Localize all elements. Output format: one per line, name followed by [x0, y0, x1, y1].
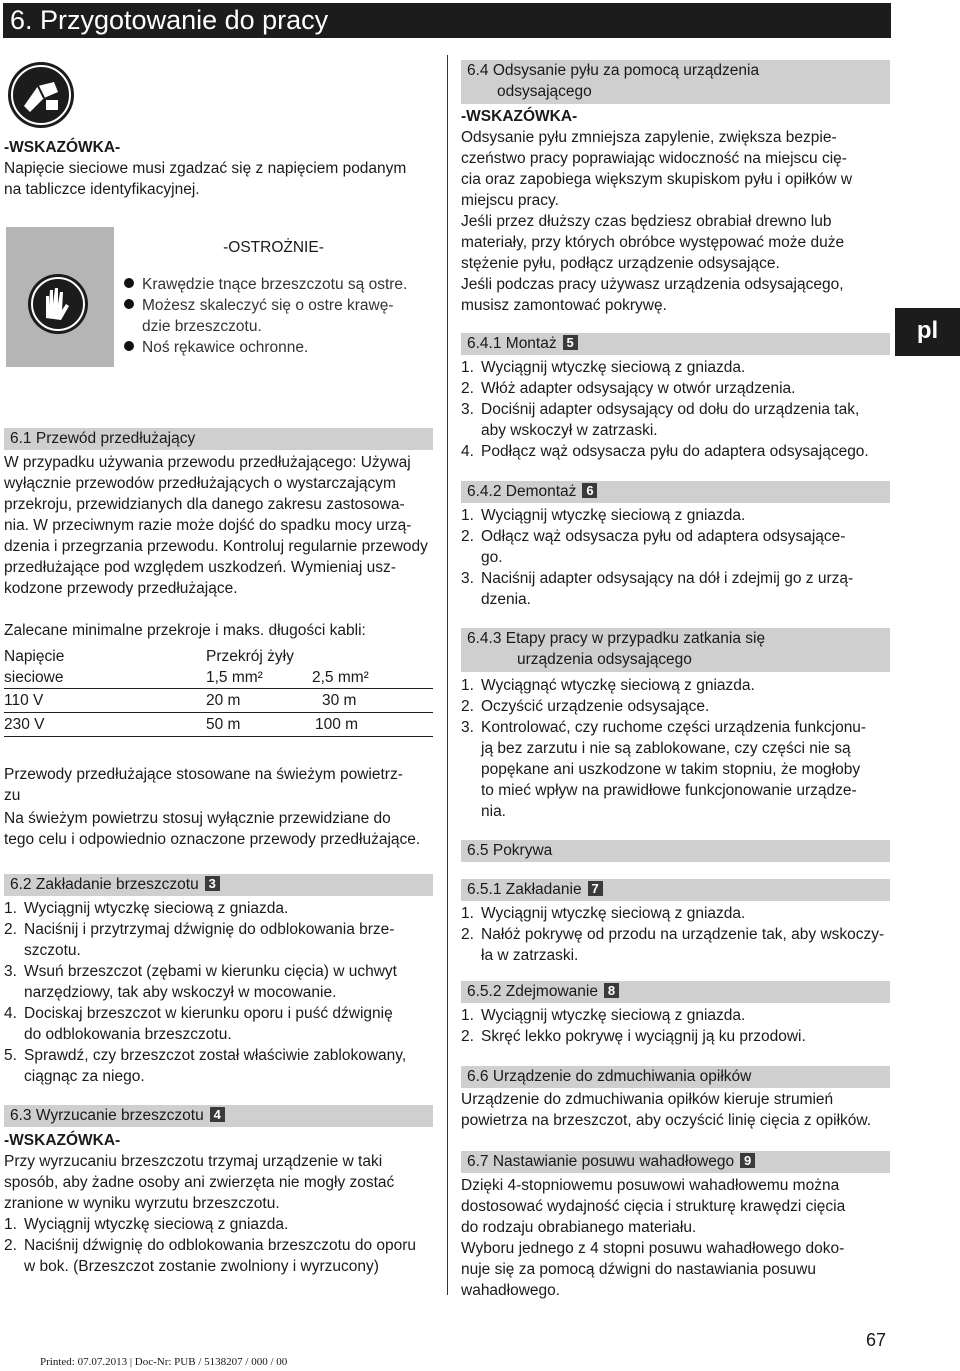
steps-6-4-2 [461, 505, 893, 610]
figure-ref: 5 [563, 335, 578, 350]
language-tab: pl [895, 308, 960, 356]
steps-6-4-3 [461, 675, 893, 822]
list-item: 2. Włóż adapter odsysający w otwór urządzenia. [461, 380, 796, 397]
list-item: 1. Wyciągnij wtyczkę sieciową z gniazda. [461, 905, 746, 922]
section-6-1-text: W przypadku używania przewodu przedłużającego: Używaj wyłącznie przewodów przedłużających o wystarczającym przekroju, przewidzianych dla danego zakresu zastosowa- nia. W przeciwnym razie może dojść do spadku mocy urzą- dzenia i przegrzania przewodu. Kontroluj regularnie przewody przedłużające pod względem uszkodzeń. Wymieniaj usz- kodzone przewody przedłużające. [4, 454, 428, 597]
outdoor-text: Na świeżym powietrzu stosuj wyłącznie przewidziane do tego celu i odpowiednio oznaczone przewody przedłużające. [4, 810, 421, 848]
section-6-7-text: Dzięki 4-stopniowemu posuwowi wahadłowemu można dostosować wydajność cięcia i strukturę krawędzi cięcia do rodzaju obrabianego materiału. Wyboru jednego z 4 stopni posuwu wahadłowego doko- nuje się za pomocą dźwigni do nastawiania posuwu wahadłowego. [461, 1177, 846, 1299]
section-heading-6-5: 6.5 Pokrywa [461, 840, 890, 862]
caution-item: Krawędzie tnące brzeszczotu są ostre. [124, 274, 433, 295]
section-heading-6-5-2: 6.5.2 Zdejmowanie 8 [461, 981, 890, 1003]
table-caption: Zalecane minimalne przekroje i maks. długości kabli: [4, 622, 366, 639]
note-text: Napięcie sieciowe musi zgadzać się z napięciem podanym na tabliczce identyfikacyjnej. [4, 160, 407, 198]
note-text: Przy wyrzucaniu brzeszczotu trzymaj urządzenie w taki sposób, aby żadne osoby ani zwierzęta nie mogły zostać zranione w wyniku wyrzutu brzeszczotu. [4, 1153, 395, 1212]
list-item: 1. Wyciągnij wtyczkę sieciową z gniazda. [461, 507, 746, 524]
section-heading-6-7: 6.7 Nastawianie posuwu wahadłowego 9 [461, 1151, 890, 1173]
table-header-voltage: Napięcie sieciowe [4, 648, 65, 686]
figure-ref: 8 [604, 983, 619, 998]
caution-title: -OSTROŻNIE- [223, 239, 324, 256]
caution-list: Krawędzie tnące brzeszczotu są ostre. Możesz skaleczyć się o ostre krawę- dzie brzeszczotu. Noś rękawice ochronne. [124, 274, 433, 358]
list-item: 5. Sprawdź, czy brzeszczot został właściwie zablokowany, ciągnąc za niego. [4, 1047, 407, 1085]
section-heading-6-4-2: 6.4.2 Demontaż 6 [461, 481, 890, 503]
note-title: -WSKAZÓWKA- [461, 108, 578, 125]
list-item: 3. Kontrolować, czy ruchome części urządzenia funkcjonu- ją bez zarzutu i nie są zablokowane, czy części nie są popękane ani uszkodzone w takim stopniu, że mogłoby to mieć wpływ na prawidłowe funkcjonowanie urządze- nia. [461, 719, 867, 820]
section-heading-6-2: 6.2 Zakładanie brzeszczotu 3 [4, 874, 433, 896]
page-title: 6. Przygotowanie do pracy [3, 3, 891, 38]
table-row: 230 V 50 m 100 m [4, 716, 359, 733]
caution-item: Noś rękawice ochronne. [124, 337, 433, 358]
list-item: 3. Dociśnij adapter odsysający od dołu do urządzenia tak, aby wskoczył w zatrzaski. [461, 401, 860, 439]
list-item: 2. Odłącz wąż odsysacza pyłu od adaptera odsysające- go. [461, 528, 846, 566]
list-item: 2. Nałóż pokrywę od przodu na urządzenie tak, aby wskoczy- ła w zatrzaski. [461, 926, 885, 964]
list-item: 1. Wyciągnij wtyczkę sieciową z gniazda. [461, 1007, 746, 1024]
outdoor-heading: Przewody przedłużające stosowane na świeżym powietrz- zu [4, 766, 403, 804]
table-header-25: 2,5 mm² [312, 669, 369, 686]
bullet-icon [124, 299, 134, 309]
list-item: 2. Naciśnij dźwignię do odblokowania brzeszczotu do oporu w bok. (Brzeszczot zostanie zwolniony i wyrzucony) [4, 1237, 417, 1275]
figure-ref: 3 [205, 876, 220, 891]
figure-ref: 4 [210, 1107, 225, 1122]
list-item: 4. Dociskaj brzeszczot w kierunku oporu i puść dźwignię do odblokowania brzeszczotu. [4, 1005, 393, 1043]
steps-6-2 [4, 898, 436, 1087]
table-header-section: Przekrój żyły [206, 648, 294, 665]
figure-ref: 7 [588, 881, 603, 896]
list-item: 3. Naciśnij adapter odsysający na dół i zdejmij go z urzą- dzenia. [461, 570, 854, 608]
section-heading-6-1: 6.1 Przewód przedłużający [4, 428, 433, 450]
list-item: 1. Wyciągnij wtyczkę sieciową z gniazda. [4, 900, 289, 917]
section-heading-6-4-1: 6.4.1 Montaż 5 [461, 333, 890, 355]
list-item: 2. Oczyścić urządzenie odsysające. [461, 698, 710, 715]
figure-ref: 6 [582, 483, 597, 498]
list-item: 2. Naciśnij i przytrzymaj dźwignię do odblokowania brze- szczotu. [4, 921, 395, 959]
caution-item: Możesz skaleczyć się o ostre krawę- [124, 295, 433, 316]
section-heading-6-4-3: 6.4.3 Etapy pracy w przypadku zatkania się urządzenia odsysającego [461, 628, 890, 672]
section-6-4-text: Odsysanie pyłu zmniejsza zapylenie, zwiększa bezpie- czeństwo pracy poprawiając widoczność na miejscu cię- cia oraz zapobiega większym skupiskom pyłu i opiłków w miejscu pracy. Jeśli przez dłuższy czas będziesz obrabiał drewno lub materiały, przy których obróbce występować może duże stężenie pyłu, podłącz urządzenie odsysające. Jeśli podczas pracy używasz urządzenia odsysającego, musisz zamontować pokrywę. [461, 129, 853, 314]
steps-6-3 [4, 1214, 439, 1277]
section-heading-6-4: 6.4 Odsysanie pyłu za pomocą urządzenia odsysającego [461, 60, 890, 104]
figure-ref: 9 [740, 1153, 755, 1168]
list-item: 4. Podłącz wąż odsysacza pyłu do adaptera odsysającego. [461, 443, 869, 460]
list-item: 1. Wyciągnij wtyczkę sieciową z gniazda. [461, 359, 746, 376]
section-heading-6-6: 6.6 Urządzenie do zdmuchiwania opiłków [461, 1066, 890, 1088]
section-heading-6-3: 6.3 Wyrzucanie brzeszczotu 4 [4, 1105, 433, 1127]
note-title: -WSKAZÓWKA- [4, 139, 121, 156]
steps-6-5-2 [461, 1005, 893, 1047]
table-header-15: 1,5 mm² [206, 669, 263, 686]
read-manual-icon [8, 62, 74, 128]
column-divider [447, 55, 448, 1295]
list-item: 1. Wyciągnąć wtyczkę sieciową z gniazda. [461, 677, 755, 694]
section-6-6-text: Urządzenie do zdmuchiwania opiłków kieruje strumień powietrza na brzeszczot, aby oczyścić linię cięcia z opiłków. [461, 1091, 872, 1129]
steps-6-4-1 [461, 357, 893, 462]
list-item: 2. Skręć lekko pokrywę i wyciągnij ją ku przodowi. [461, 1028, 806, 1045]
list-item: 1. Wyciągnij wtyczkę sieciową z gniazda. [4, 1216, 289, 1233]
caution-icon-panel [6, 227, 114, 367]
table-row: 110 V 20 m 30 m [4, 692, 357, 709]
page-number: 67 [866, 1330, 887, 1350]
cable-table [4, 645, 433, 737]
gloves-icon [28, 274, 88, 334]
section-heading-6-5-1: 6.5.1 Zakładanie 7 [461, 879, 890, 901]
caution-panel [114, 227, 433, 367]
steps-6-5-1 [461, 903, 893, 966]
bullet-icon [124, 278, 134, 288]
bullet-icon [124, 341, 134, 351]
note-title: -WSKAZÓWKA- [4, 1132, 121, 1149]
print-footer: Printed: 07.07.2013 | Doc-Nr: PUB / 5138207 / 000 / 00 [40, 1356, 288, 1368]
list-item: 3. Wsuń brzeszczot (zębami w kierunku cięcia) w uchwyt narzędziowy, tak aby wskoczył w mocowanie. [4, 963, 397, 1001]
